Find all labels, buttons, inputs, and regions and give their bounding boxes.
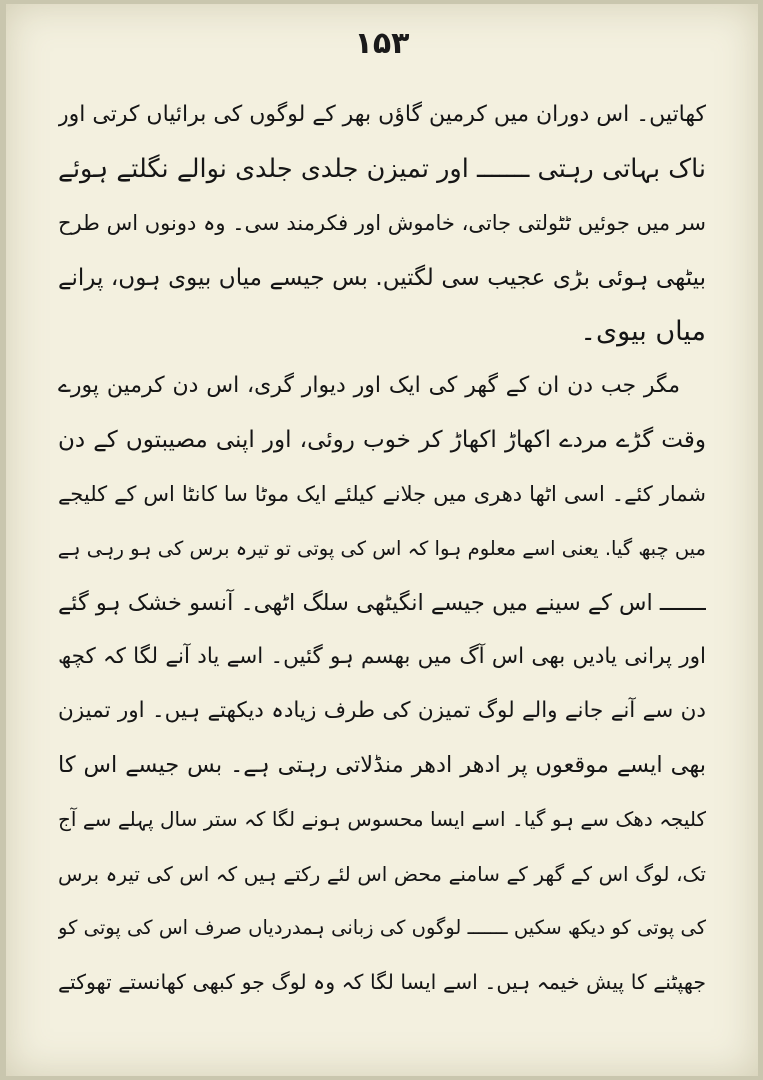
text-line: بیٹھی ہوئی بڑی عجیب سی لگتیں. بس جیسے میاں بیوی ہوں، پرانے [58, 264, 706, 291]
text-line: ناک بہاتی رہتی ـــــــ اور تمیزن جلدی جلدی نوالے نگلتے ہوئے [58, 154, 706, 185]
text-line: بھی ایسے موقعوں پر ادھر ادھر منڈلاتی رہتی ہے۔ بس جیسے اس کا [58, 752, 706, 779]
text-line: میاں بیوی۔ [580, 315, 706, 347]
text-line: شمار کئے۔ اسی اٹھا دھری میں جلانے کیلئے ایک موٹا سا کانٹا اس کے کلیجے [58, 482, 706, 507]
text-line: دن سے آنے جانے والے لوگ تمیزن کی طرف زیادہ دیکھتے ہیں۔ اور تمیزن [58, 698, 706, 724]
text-line: وقت گڑے مردے اکھاڑ اکھاڑ کر خوب روئی، اور اپنی مصیبتوں کے دن [58, 427, 706, 454]
text-line: ـــــــ اس کے سینے میں جیسے انگیٹھی سلگ اٹھی۔ آنسو خشک ہو گئے [58, 589, 706, 616]
book-page [6, 4, 758, 1076]
text-line: کھاتیں۔ اس دوران میں کرمین گاؤں بھر کے لوگوں کی برائیاں کرتی اور [58, 102, 706, 127]
urdu-text-block [58, 88, 706, 1009]
text-line: کی پوتی کو دیکھ سکیں ـــــــ لوگوں کی زبانی ہمدردیاں صرف اس کی پوتی کو [58, 915, 706, 939]
text-line: سر میں جوئیں ٹٹولتی جاتی، خاموش اور فکرمند سی۔ وہ دونوں اس طرح [58, 211, 706, 236]
text-line: تک، لوگ اس کے گھر کے سامنے محض اس لئے رکتے ہیں کہ اس کی تیرہ برس [58, 861, 706, 886]
text-line: اور پرانی یادیں بھی اس آگ میں بھسم ہو گئیں۔ اسے یاد آنے لگا کہ کچھ [58, 643, 706, 669]
text-line: جھپٹنے کا پیش خیمہ ہیں۔ اسے ایسا لگا کہ وہ لوگ جو کبھی کھانستے تھوکتے [58, 970, 706, 994]
page-number: ۱۵۳ [354, 26, 410, 61]
text-line: کلیجہ دھک سے ہو گیا۔ اسے ایسا محسوس ہونے لگا کہ ستر سال پہلے سے آج [58, 807, 706, 832]
text-line: مگر جب دن ان کے گھر کی ایک اور دیوار گری، اس دن کرمین پورے [58, 372, 680, 398]
text-line: میں چبھ گیا. یعنی اسے معلوم ہوا کہ اس کی پوتی تو تیرہ برس کی ہو رہی ہے [58, 536, 706, 560]
